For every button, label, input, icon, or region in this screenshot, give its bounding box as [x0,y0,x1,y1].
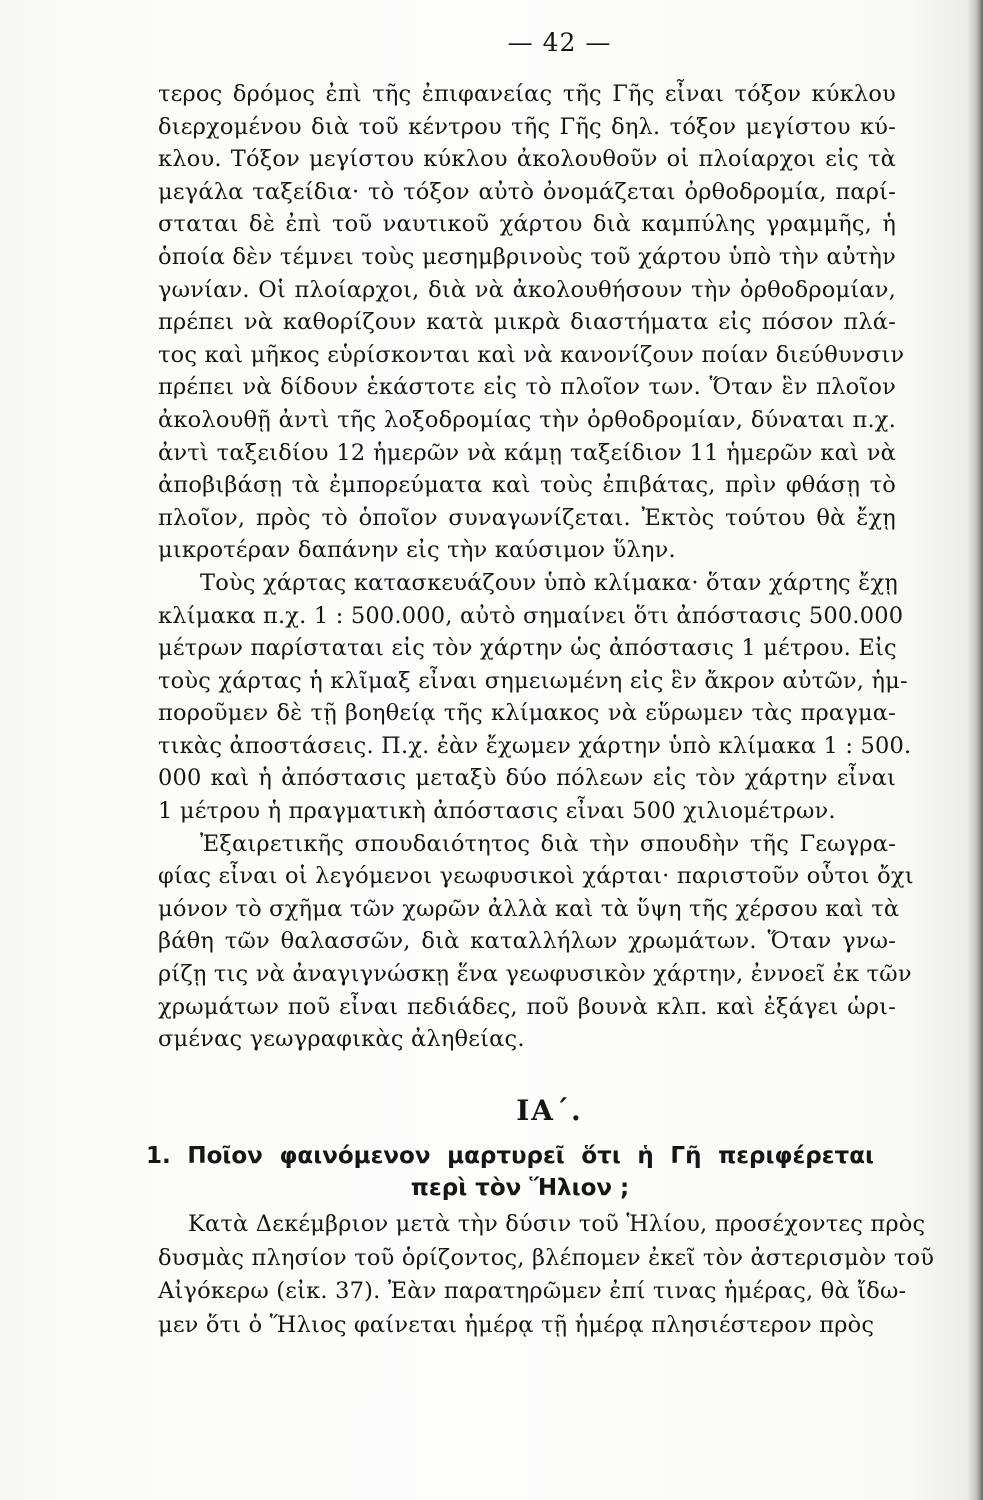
text-line: 000 καὶ ἡ ἀπόστασις μεταξὺ δύο πόλεων εἰς τὸν χάρτην εἶναι [158,765,896,792]
section-heading [146,1140,874,1204]
text-line: πρέπει νὰ καθορίζουν κατὰ μικρὰ διαστήματα εἰς πόσον πλά- [158,309,896,336]
section-marker: ΙΑ΄. [516,1094,583,1127]
text-line: σμένας γεωγραφικὰς ἀληθείας. [158,1026,525,1053]
text-line: μέτρων παρίσταται εἰς τὸν χάρτην ὡς ἀπόστασις 1 μέτρου. Εἰς [158,635,897,662]
text-line: σταται δὲ ἐπὶ τοῦ ναυτικοῦ χάρτου διὰ καμπύλης γραμμῆς, ἡ [158,211,896,238]
text-line: Τοὺς χάρτας κατασκευάζουν ὑπὸ κλίμακα· ὅταν χάρτης ἔχῃ [200,569,898,596]
text-line: πρέπει νὰ δίδουν ἑκάστοτε εἰς τὸ πλοῖον των. Ὅταν ἓν πλοῖον [158,374,896,401]
text-line: ρίζῃ τις νὰ ἀναγιγνώσκῃ ἕνα γεωφυσικὸν χάρτην, ἐννοεῖ ἐκ τῶν [158,961,912,988]
text-line: κλίμακα π.χ. 1 : 500.000, αὐτὸ σημαίνει ὅτι ἀπόστασις 500.000 [158,602,904,629]
text-line: χρωμάτων ποῦ εἶναι πεδιάδες, ποῦ βουνὰ κλπ. καὶ ἐξάγει ὡρι- [158,993,896,1020]
text-line: δυσμὰς πλησίον τοῦ ὁρίζοντος, βλέπομεν ἐκεῖ τὸν ἀστερισμὸν τοῦ [158,1244,935,1271]
text-line: μεγάλα ταξείδια· τὸ τόξον αὐτὸ ὀνομάζεται ὀρθοδρομία, παρί- [158,178,896,205]
body-text-top [158,78,914,1056]
text-line: Κατὰ Δεκέμβριον μετὰ τὴν δύσιν τοῦ Ἡλίου, προσέχοντες πρὸς [188,1211,926,1237]
text-line: διερχομένου διὰ τοῦ κέντρου τῆς Γῆς δηλ. τόξον μεγίστου κύ- [158,113,896,140]
text-line: μόνον τὸ σχῆμα τῶν χωρῶν ἀλλὰ καὶ τὰ ὕψη τῆς χέρσου καὶ τὰ [158,895,900,922]
page-edge-shadow [967,0,983,1500]
body-text-bottom [158,1208,935,1342]
text-line: Αἰγόκερω (εἰκ. 37). Ἐὰν παρατηρῶμεν ἐπί τινας ἡμέρας, θὰ ἴδω- [158,1278,907,1304]
text-line: κλου. Τόξον μεγίστου κύκλου ἀκολουθοῦν οἱ πλοίαρχοι εἰς τὰ [158,146,896,173]
text-line: ἀκολουθῇ ἀντὶ τῆς λοξοδρομίας τὴν ὀρθοδρομίαν, δύναται π.χ. [158,406,896,433]
text-line: ἀποβιβάσῃ τὰ ἐμπορεύματα καὶ τοὺς ἐπιβάτας, πρὶν φθάσῃ τὸ [158,472,896,499]
text-line: τικὰς ἀποστάσεις. Π.χ. ἐὰν ἔχωμεν χάρτην ὑπὸ κλίμακα 1 : 500. [158,732,912,759]
text-line: πλοῖον, πρὸς τὸ ὁποῖον συναγωνίζεται. Ἐκτὸς τούτου θὰ ἔχῃ [158,504,896,531]
text-line: γωνίαν. Οἱ πλοίαρχοι, διὰ νὰ ἀκολουθήσουν τὴν ὀρθοδρομίαν, [158,276,896,303]
heading-line: περὶ τὸν Ἥλιον ; [410,1175,630,1201]
text-line: φίας εἶναι οἱ λεγόμενοι γεωφυσικοὶ χάρται· παριστοῦν οὗτοι ὄχι [158,863,914,890]
text-line: τος καὶ μῆκος εὑρίσκονται καὶ νὰ κανονίζουν ποίαν διεύθυνσιν [158,341,905,368]
text-line: ἀντὶ ταξειδίου 12 ἡμερῶν νὰ κάμῃ ταξείδιον 11 ἡμερῶν καὶ νὰ [158,439,896,466]
heading-line: 1. Ποῖον φαινόμενον μαρτυρεῖ ὅτι ἡ Γῆ περιφέρεται [146,1143,874,1169]
text-line: μεν ὅτι ὁ Ἥλιος φαίνεται ἡμέρᾳ τῇ ἡμέρᾳ πλησιέστερον πρὸς [158,1311,875,1338]
text-line: ὁποία δὲν τέμνει τοὺς μεσημβρινοὺς τοῦ χάρτου ὑπὸ τὴν αὐτὴν [158,243,896,270]
text-line: τερος δρόμος ἐπὶ τῆς ἐπιφανείας τῆς Γῆς εἶναι τόξον κύκλου [158,81,896,107]
text-line: τοὺς χάρτας ἡ κλῖμαξ εἶναι σημειωμένη εἰς ἓν ἄκρον αὐτῶν, ἡμ- [158,667,908,694]
text-line: μικροτέραν δαπάνην εἰς τὴν καύσιμον ὕλην. [158,537,676,564]
text-line: ποροῦμεν δὲ τῇ βοηθείᾳ τῆς κλίμακος νὰ εὕρωμεν τὰς πραγμα- [158,700,896,727]
text-line: 1 μέτρου ἡ πραγματικὴ ἀπόστασις εἶναι 500 χιλιομέτρων. [158,798,836,825]
text-line: Ἐξαιρετικῆς σπουδαιότητος διὰ τὴν σπουδὴν τῆς Γεωγρα- [200,830,896,857]
text-line: βάθη τῶν θαλασσῶν, διὰ καταλλήλων χρωμάτων. Ὅταν γνω- [158,928,896,955]
page-number: — 42 — [507,28,612,57]
